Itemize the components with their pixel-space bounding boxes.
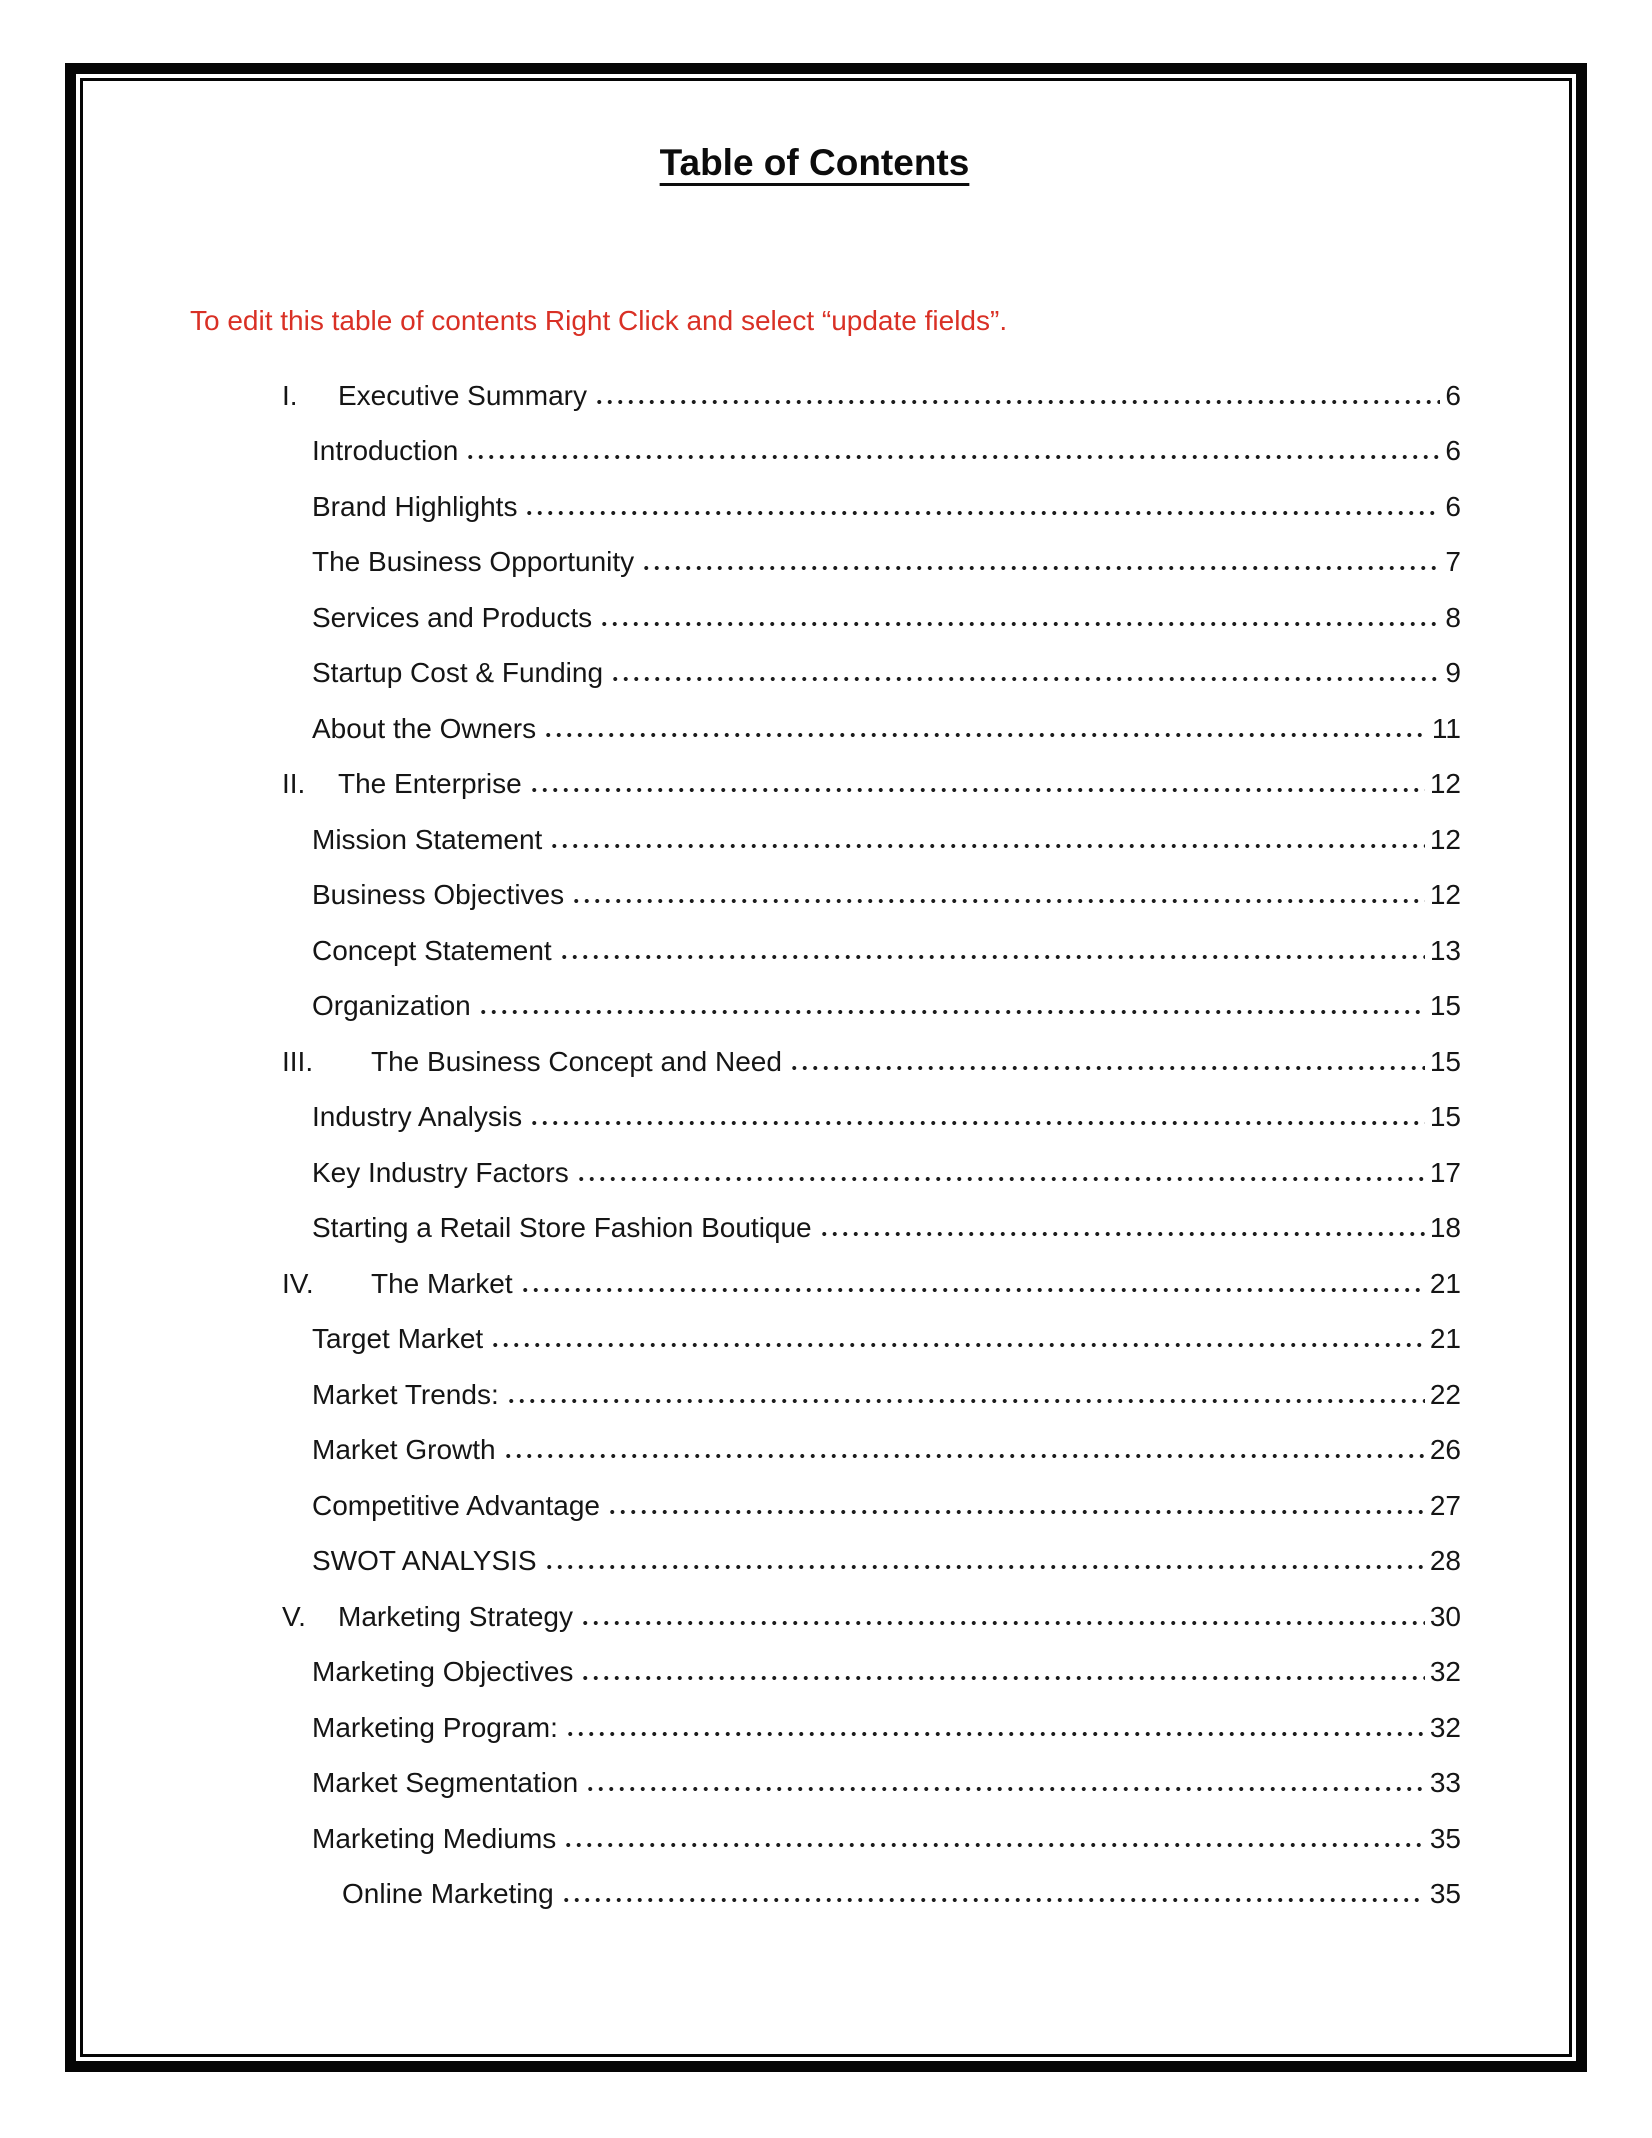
- toc-dot-leader: [571, 898, 1425, 904]
- toc-dot-leader: [580, 1675, 1424, 1681]
- toc-dot-leader: [549, 843, 1425, 849]
- toc-entry-page: 13: [1429, 934, 1461, 966]
- toc-entry[interactable]: [168, 812, 1461, 868]
- toc-entry-label: Market Segmentation: [312, 1767, 579, 1799]
- toc-dot-leader: [585, 1786, 1425, 1792]
- toc-entry-label: Competitive Advantage: [312, 1489, 600, 1521]
- toc-entry[interactable]: [168, 701, 1461, 757]
- toc-field[interactable]: [168, 368, 1461, 1922]
- toc-entry-label: Business Objectives: [312, 879, 565, 911]
- toc-entry-label: Market Trends:: [312, 1378, 499, 1410]
- toc-entry[interactable]: [168, 368, 1461, 424]
- toc-entry[interactable]: [168, 1811, 1461, 1867]
- toc-edit-notice: To edit this table of contents Right Click and select “update fields”.: [190, 305, 1008, 337]
- toc-entry-page: 21: [1429, 1267, 1461, 1299]
- toc-entry[interactable]: [168, 1311, 1461, 1367]
- toc-entry[interactable]: [168, 423, 1461, 479]
- toc-entry[interactable]: [168, 1533, 1461, 1589]
- toc-dot-leader: [641, 565, 1440, 571]
- toc-entry-number: I.: [282, 379, 298, 411]
- toc-entry-label: Marketing Mediums: [312, 1822, 557, 1854]
- toc-entry-number: V.: [282, 1600, 306, 1632]
- toc-dot-leader: [789, 1065, 1425, 1071]
- toc-entry-label: Target Market: [312, 1323, 484, 1355]
- toc-entry-label: Industry Analysis: [312, 1101, 523, 1133]
- toc-entry[interactable]: [168, 1089, 1461, 1145]
- toc-entry-label: The Business Opportunity: [312, 546, 635, 578]
- toc-entry-label: Marketing Strategy: [338, 1600, 573, 1632]
- toc-entry-page: 27: [1429, 1489, 1461, 1521]
- toc-entry-label: Online Marketing: [342, 1878, 554, 1910]
- toc-entry[interactable]: [168, 1589, 1461, 1645]
- toc-dot-leader: [599, 621, 1440, 627]
- toc-entry[interactable]: [168, 1644, 1461, 1700]
- toc-entry-label: Services and Products: [312, 601, 593, 633]
- toc-dot-leader: [610, 676, 1440, 682]
- toc-entry-label: Startup Cost & Funding: [312, 657, 604, 689]
- toc-entry[interactable]: [168, 1034, 1461, 1090]
- toc-entry-number: III.: [282, 1045, 314, 1077]
- toc-entry-page: 32: [1429, 1656, 1461, 1688]
- toc-entry[interactable]: [168, 1145, 1461, 1201]
- toc-entry-label: The Business Concept and Need: [371, 1045, 782, 1077]
- toc-entry[interactable]: [168, 1256, 1461, 1312]
- toc-dot-leader: [819, 1231, 1425, 1237]
- page-border-frame: [65, 63, 1587, 2072]
- toc-entry-label: SWOT ANALYSIS: [312, 1545, 537, 1577]
- toc-entry-page: 15: [1429, 1101, 1461, 1133]
- toc-entry-page: 26: [1429, 1434, 1461, 1466]
- toc-entry-label: The Enterprise: [338, 768, 522, 800]
- toc-entry-label: Key Industry Factors: [312, 1156, 569, 1188]
- toc-entry-label: Marketing Objectives: [312, 1656, 574, 1688]
- toc-entry-page: 33: [1429, 1767, 1461, 1799]
- toc-entry-page: 8: [1445, 601, 1461, 633]
- toc-dot-leader: [503, 1453, 1425, 1459]
- page-title: Table of Contents: [659, 142, 970, 183]
- toc-entry[interactable]: [168, 923, 1461, 979]
- toc-dot-leader: [607, 1509, 1425, 1515]
- toc-entry-label: Concept Statement: [312, 934, 552, 966]
- toc-dot-leader: [565, 1731, 1425, 1737]
- toc-entry-number: IV.: [282, 1267, 314, 1299]
- toc-entry[interactable]: [168, 978, 1461, 1034]
- toc-entry-label: Introduction: [312, 435, 459, 467]
- toc-dot-leader: [544, 1564, 1425, 1570]
- toc-entry-label: About the Owners: [312, 712, 537, 744]
- toc-dot-leader: [580, 1620, 1425, 1626]
- toc-entry-page: 6: [1445, 490, 1461, 522]
- toc-entry-page: 30: [1429, 1600, 1461, 1632]
- toc-dot-leader: [478, 1009, 1425, 1015]
- toc-entry[interactable]: [168, 1422, 1461, 1478]
- toc-dot-leader: [561, 1897, 1425, 1903]
- toc-entry-page: 28: [1429, 1545, 1461, 1577]
- toc-dot-leader: [524, 510, 1440, 516]
- toc-entry[interactable]: [168, 1700, 1461, 1756]
- toc-entry-page: 18: [1429, 1212, 1461, 1244]
- toc-dot-leader: [529, 1120, 1425, 1126]
- toc-entry-page: 12: [1429, 823, 1461, 855]
- toc-entry-page: 22: [1429, 1378, 1461, 1410]
- toc-entry-label: Executive Summary: [338, 379, 587, 411]
- toc-entry[interactable]: [168, 867, 1461, 923]
- toc-dot-leader: [529, 787, 1425, 793]
- toc-entry[interactable]: [168, 1367, 1461, 1423]
- toc-entry-page: 9: [1445, 657, 1461, 689]
- toc-entry-label: Market Growth: [312, 1434, 496, 1466]
- toc-entry-page: 15: [1429, 990, 1461, 1022]
- toc-entry[interactable]: [168, 590, 1461, 646]
- toc-entry[interactable]: [168, 1866, 1461, 1922]
- toc-entry[interactable]: [168, 534, 1461, 590]
- toc-dot-leader: [563, 1842, 1425, 1848]
- toc-dot-leader: [559, 954, 1425, 960]
- toc-entry-label: Marketing Program:: [312, 1711, 558, 1743]
- page-border-inner-rule: [80, 78, 1572, 2057]
- page-content: [83, 81, 1569, 2054]
- toc-entry-page: 12: [1429, 879, 1461, 911]
- toc-entry[interactable]: [168, 479, 1461, 535]
- toc-entry-page: 15: [1429, 1045, 1461, 1077]
- toc-entry-page: 6: [1445, 379, 1461, 411]
- toc-dot-leader: [506, 1398, 1425, 1404]
- toc-entry-page: 32: [1429, 1711, 1461, 1743]
- toc-entry-page: 17: [1429, 1156, 1461, 1188]
- toc-entry[interactable]: [168, 645, 1461, 701]
- toc-entry-page: 35: [1429, 1822, 1461, 1854]
- toc-entry-label: Starting a Retail Store Fashion Boutique: [312, 1212, 812, 1244]
- toc-entry-page: 12: [1429, 768, 1461, 800]
- toc-entry-page: 6: [1445, 435, 1461, 467]
- toc-dot-leader: [520, 1287, 1425, 1293]
- toc-entry-label: The Market: [371, 1267, 513, 1299]
- toc-dot-leader: [465, 454, 1440, 460]
- toc-entry-page: 7: [1445, 546, 1461, 578]
- toc-entry-page: 35: [1429, 1878, 1461, 1910]
- toc-entry-number: II.: [282, 768, 306, 800]
- toc-dot-leader: [576, 1176, 1425, 1182]
- toc-entry-label: Mission Statement: [312, 823, 543, 855]
- toc-entry-label: Organization: [312, 990, 471, 1022]
- toc-entry[interactable]: [168, 756, 1461, 812]
- toc-entry-page: 21: [1429, 1323, 1461, 1355]
- toc-entry-label: Brand Highlights: [312, 490, 518, 522]
- toc-dot-leader: [594, 399, 1440, 405]
- toc-entry[interactable]: [168, 1755, 1461, 1811]
- toc-dot-leader: [543, 732, 1427, 738]
- toc-entry[interactable]: [168, 1200, 1461, 1256]
- toc-entry-page: 11: [1431, 712, 1461, 744]
- toc-entry[interactable]: [168, 1478, 1461, 1534]
- toc-dot-leader: [490, 1342, 1425, 1348]
